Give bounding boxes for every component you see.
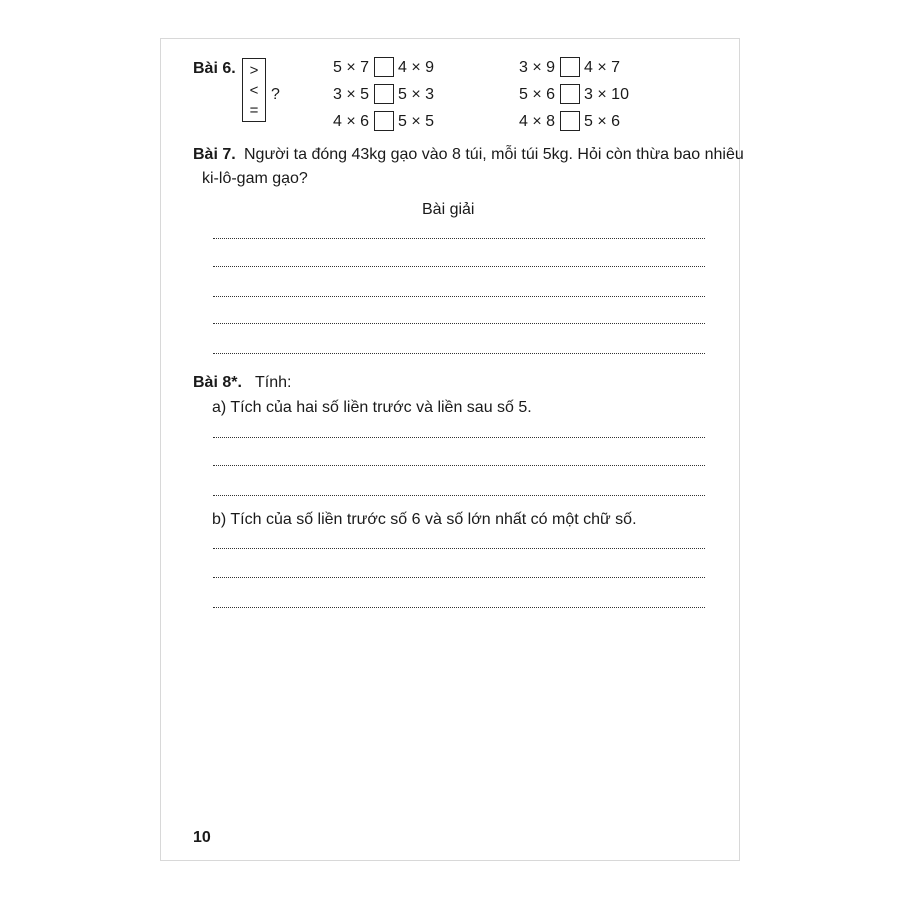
comparison-right-1: 3 × 9 4 × 7	[519, 57, 620, 79]
answer-box[interactable]	[560, 84, 580, 104]
equals-symbol: =	[249, 102, 259, 119]
exercise-7-text-line-1: Người ta đóng 43kg gạo vào 8 túi, mỗi túi 5kg. Hỏi còn thừa bao nhiêu	[244, 146, 744, 163]
answer-line[interactable]	[213, 353, 705, 354]
greater-than-symbol: >	[249, 62, 259, 79]
solution-heading: Bài giải	[422, 201, 475, 218]
question-mark: ?	[271, 86, 280, 103]
comparison-symbol-box	[242, 58, 266, 122]
answer-line[interactable]	[213, 465, 705, 466]
comparison-right-3: 4 × 8 5 × 6	[519, 111, 620, 133]
exercise-8a-text: a) Tích của hai số liền trước và liền sau số 5.	[212, 399, 532, 416]
comparison-right-2: 5 × 6 3 × 10	[519, 84, 629, 106]
exercise-8b-text: b) Tích của số liền trước số 6 và số lớn nhất có một chữ số.	[212, 511, 637, 528]
comparison-left-3: 4 × 6 5 × 5	[333, 111, 434, 133]
answer-line[interactable]	[213, 495, 705, 496]
answer-line[interactable]	[213, 296, 705, 297]
answer-line[interactable]	[213, 577, 705, 578]
exercise-8-label: Bài 8*.	[193, 374, 242, 391]
answer-box[interactable]	[560, 57, 580, 77]
answer-box[interactable]	[374, 84, 394, 104]
answer-line[interactable]	[213, 238, 705, 239]
answer-line[interactable]	[213, 607, 705, 608]
answer-box[interactable]	[560, 111, 580, 131]
answer-line[interactable]	[213, 266, 705, 267]
less-than-symbol: <	[249, 82, 259, 99]
exercise-8-intro: Tính:	[255, 374, 292, 391]
page-number: 10	[193, 829, 211, 846]
exercise-7-text-line-2: ki-lô-gam gạo?	[202, 170, 308, 187]
answer-line[interactable]	[213, 437, 705, 438]
exercise-7-label: Bài 7.	[193, 146, 236, 163]
answer-line[interactable]	[213, 548, 705, 549]
answer-box[interactable]	[374, 57, 394, 77]
comparison-left-1: 5 × 7 4 × 9	[333, 57, 434, 79]
answer-line[interactable]	[213, 323, 705, 324]
answer-box[interactable]	[374, 111, 394, 131]
comparison-left-2: 3 × 5 5 × 3	[333, 84, 434, 106]
exercise-6-label: Bài 6.	[193, 60, 236, 77]
